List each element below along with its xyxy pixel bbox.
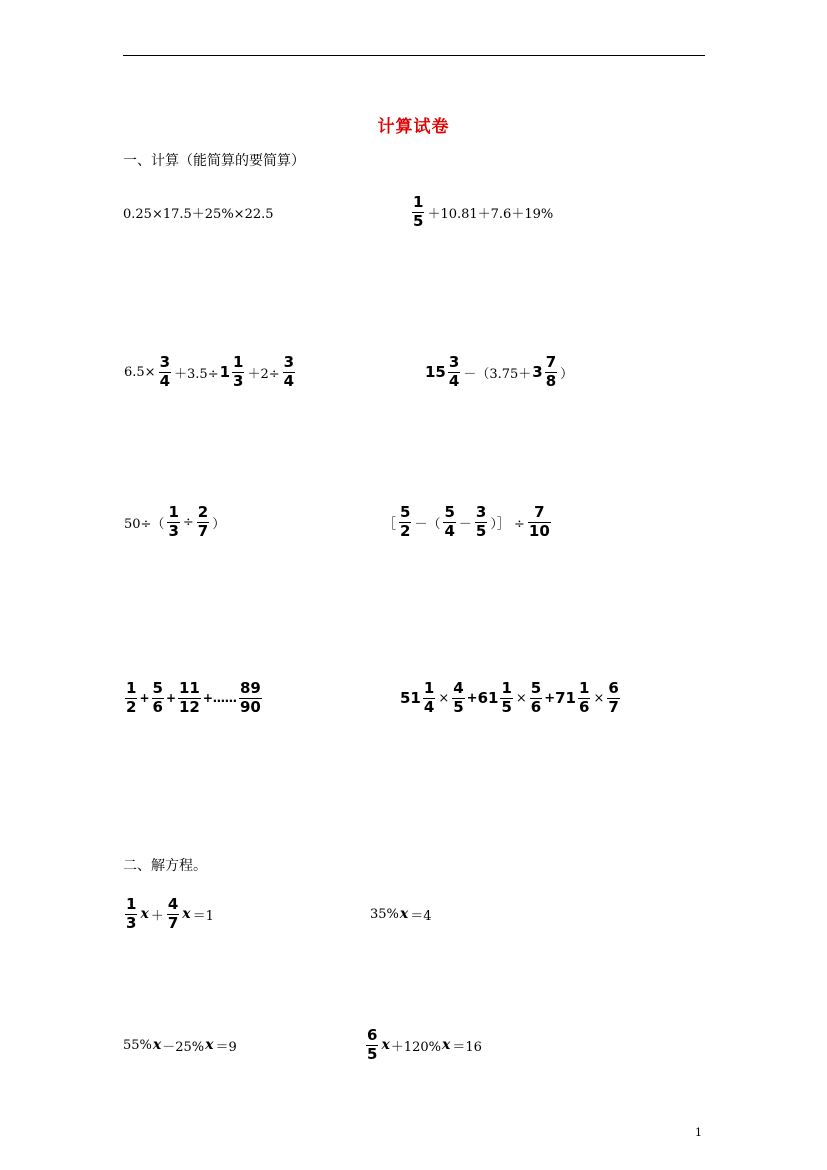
variable-x: x [205, 1037, 214, 1053]
whole-number: 3 [532, 363, 543, 381]
equation-1: $\frac{1}{3}$ x ＋ $\frac{4}{7}$ x ＝1 [126, 894, 214, 932]
fraction: $\frac{4}{5}$ [453, 678, 464, 716]
variable-x: x [381, 1037, 390, 1053]
fraction: $\frac{3}{4}$ [283, 352, 295, 390]
fraction: $\frac{5}{2}$ [400, 502, 411, 540]
fraction: $\frac{1}{6}$ [579, 678, 590, 716]
whole-number: 15 [425, 363, 446, 381]
fraction: $\frac{4}{7}$ [167, 894, 179, 932]
fraction: $\frac{1}{4}$ [423, 678, 435, 716]
fraction: $\frac{1}{3}$ [233, 352, 244, 390]
fraction: $\frac{5}{6}$ [152, 678, 163, 716]
fraction: $\frac{5}{4}$ [444, 502, 455, 540]
problem-8: 51 $\frac{1}{4}$ × $\frac{4}{5}$ + 61 $\frac{1}{5}$ × $\frac{5}{6}$ + 71 $\frac{1}{6}$ × $\frac{6}{7}$ [400, 678, 619, 716]
fraction: $\frac{1}{5}$ [501, 678, 512, 716]
whole-number: 71 [555, 689, 576, 707]
problem-4: 15 $\frac{3}{4}$ －（3.75＋ 3 $\frac{7}{8}$ ） [425, 352, 574, 390]
fraction: $\frac{7}{10}$ [528, 502, 550, 540]
fraction: $\frac{1}{2}$ [126, 678, 137, 716]
whole-number: 61 [477, 689, 499, 707]
page-number: 1 [695, 1126, 702, 1139]
problem-1 [123, 190, 274, 234]
fraction: $\frac{7}{8}$ [545, 352, 557, 390]
section2-heading: 二、解方程。 [123, 858, 207, 874]
fraction: $\frac{1}{3}$ [168, 502, 179, 540]
variable-x: x [399, 906, 409, 922]
fraction: $\frac{1}{3}$ [126, 894, 137, 932]
header-rule [123, 55, 705, 56]
whole-number: 1 [219, 363, 231, 381]
fraction: $\frac{3}{4}$ [448, 352, 460, 390]
fraction: $\frac{3}{5}$ [475, 502, 487, 540]
fraction: $\frac{5}{6}$ [530, 678, 542, 716]
fraction: $\frac{11}{12}$ [179, 678, 200, 716]
fraction: $\frac{2}{7}$ [197, 502, 209, 540]
problem-3: 6.5× $\frac{3}{4}$ ＋3.5÷ 1 $\frac{1}{3}$ ＋2÷ $\frac{3}{4}$ [124, 352, 295, 390]
fraction: $\frac{6}{5}$ [367, 1025, 378, 1063]
equation-3: 55% x －25% x ＝9 [123, 1037, 237, 1055]
equation-2: 35% x ＝4 [370, 906, 432, 924]
variable-x: x [182, 906, 191, 922]
problem-2-rest: ＋10.81＋7.6＋19% [427, 206, 554, 222]
variable-x: x [152, 1037, 162, 1053]
problem-2 [410, 190, 554, 234]
variable-x: x [441, 1037, 451, 1053]
fraction: $\frac{89}{90}$ [239, 678, 261, 716]
problem-1-text: 0.25×17.5＋25%×22.5 [123, 206, 274, 222]
variable-x: x [140, 906, 149, 922]
problem-6: ［ $\frac{5}{2}$ －（ $\frac{5}{4}$ － $\frac{3}{5}$ ）］ ÷ $\frac{7}{10}$ [383, 502, 550, 540]
fraction: $\frac{6}{7}$ [608, 678, 619, 716]
whole-number: 51 [400, 689, 421, 707]
document-title: 计算试卷 [377, 117, 450, 137]
section1-heading: 一、计算（能简算的要简算） [123, 153, 305, 169]
fraction: $\frac{1}{5}$ [413, 192, 424, 230]
problem-5: 50÷（ $\frac{1}{3}$ ÷ $\frac{2}{7}$ ） [124, 502, 226, 540]
equation-4: $\frac{6}{5}$ x ＋120% x ＝16 [367, 1025, 482, 1063]
fraction: $\frac{3}{4}$ [159, 352, 171, 390]
problem-7: $\frac{1}{2}$ + $\frac{5}{6}$ + $\frac{11}{12}$ +…… $\frac{89}{90}$ [126, 678, 261, 716]
